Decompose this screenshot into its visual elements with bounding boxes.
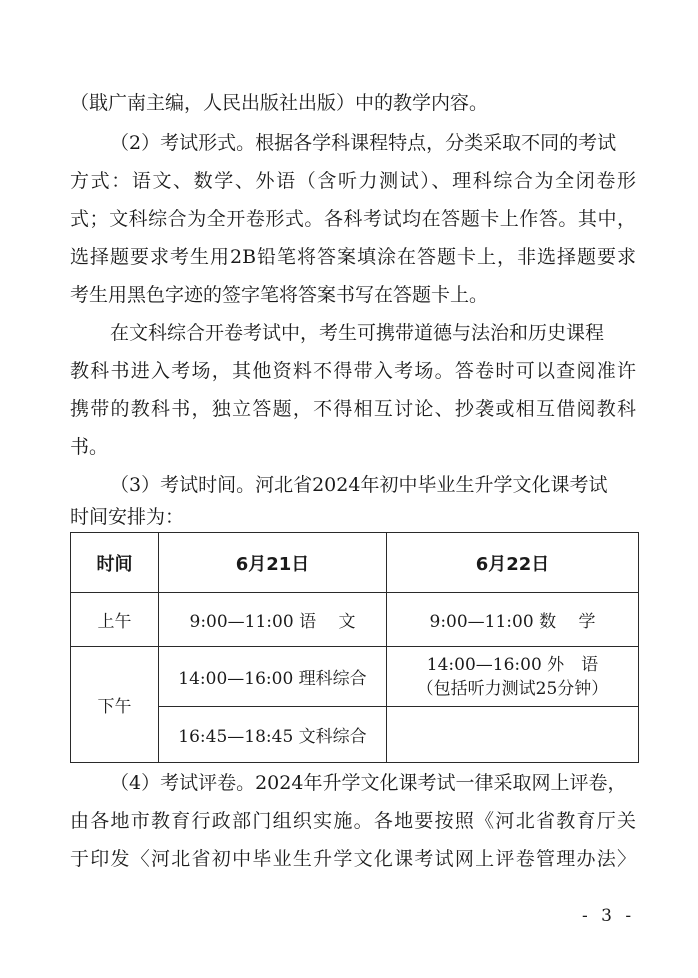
text-line: （2）考试形式。根据各学科课程特点，分类采取不同的考试 xyxy=(110,132,617,154)
text-line: （3）考试时间。河北省2024年初中毕业生升学文化课考试 xyxy=(110,474,608,496)
table-row xyxy=(71,593,639,647)
morning-day2-cell: 9:00—11:00 数 学 xyxy=(387,593,639,647)
text-line: 式；文科综合为全开卷形式。各科考试均在答题卡上作答。其中， xyxy=(70,208,636,230)
afternoon1-day2-cell xyxy=(387,647,639,707)
text-line: （戢广南主编，人民出版社出版）中的教学内容。 xyxy=(70,92,489,114)
text-line: 由各地市教育行政部门组织实施。各地要按照《河北省教育厅关 xyxy=(70,810,636,832)
table-header-row xyxy=(71,533,639,593)
text-line: 于印发〈河北省初中毕业生升学文化课考试网上评卷管理办法〉 xyxy=(70,848,636,870)
afternoon-label: 下午 xyxy=(71,647,159,763)
morning-label: 上午 xyxy=(71,593,159,647)
afternoon2-day2-cell xyxy=(387,707,639,763)
text-line: 时间安排为： xyxy=(70,506,185,528)
header-day1: 6月21日 xyxy=(159,533,387,593)
text-line: 考生用黑色字迹的签字笔将答案书写在答题卡上。 xyxy=(70,284,489,306)
text-line: 携带的教科书，独立答题，不得相互讨论、抄袭或相互借阅教科 xyxy=(70,398,636,420)
afternoon2-day1-cell: 16:45—18:45 文科综合 xyxy=(159,707,387,763)
header-time: 时间 xyxy=(71,533,159,593)
exam-schedule-table xyxy=(70,532,639,763)
text-line: 在文科综合开卷考试中，考生可携带道德与法治和历史课程 xyxy=(110,322,605,344)
text-line: 教科书进入考场，其他资料不得带入考场。答卷时可以查阅准许 xyxy=(70,360,636,382)
header-day2: 6月22日 xyxy=(387,533,639,593)
cell-line: 14:00—16:00 外 语 xyxy=(426,654,599,675)
afternoon1-day1-cell: 14:00—16:00 理科综合 xyxy=(159,647,387,707)
text-line: （4）考试评卷。2024年升学文化课考试一律采取网上评卷， xyxy=(110,772,627,794)
text-line: 选择题要求考生用2B铅笔将答案填涂在答题卡上，非选择题要求 xyxy=(70,246,636,268)
table-row xyxy=(71,647,639,707)
text-line: 书。 xyxy=(70,436,109,458)
page-number: - 3 - xyxy=(582,906,636,926)
cell-line: （包括听力测试25分钟） xyxy=(416,678,609,699)
morning-day1-cell: 9:00—11:00 语 文 xyxy=(159,593,387,647)
text-line: 方式：语文、数学、外语（含听力测试）、理科综合为全闭卷形 xyxy=(70,170,636,192)
